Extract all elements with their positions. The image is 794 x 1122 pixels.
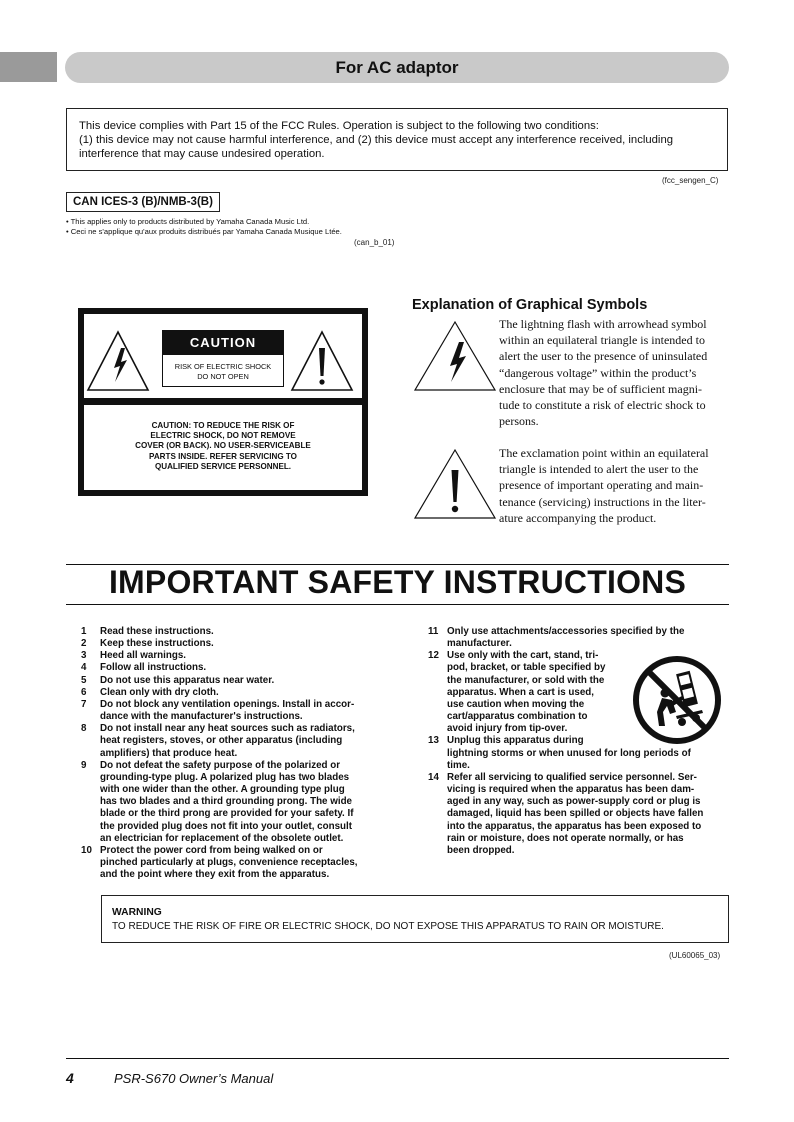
- item-number: 5: [81, 674, 87, 686]
- safety-item: [81, 760, 391, 845]
- item-number: 12: [428, 650, 439, 662]
- item-line: Follow all instructions.: [100, 662, 207, 674]
- item-line: amplifiers) that produce heat.: [100, 747, 238, 759]
- item-number: 3: [81, 650, 87, 662]
- warning-box: [101, 895, 729, 943]
- footer-rule: [66, 1058, 729, 1059]
- item-number: 7: [81, 698, 87, 710]
- caution-label: CAUTION: [162, 330, 284, 354]
- safety-item: [81, 626, 391, 638]
- caution-text-line: ELECTRIC SHOCK, DO NOT REMOVE: [150, 431, 296, 441]
- item-line: aged in any way, such as power-supply cord or plug is: [447, 796, 701, 808]
- item-line: grounding-type plug. A polarized plug has two blades: [100, 771, 350, 783]
- section-tab-marker: [0, 52, 57, 82]
- safety-list-left: [81, 626, 391, 881]
- caution-text-line: QUALIFIED SERVICE PERSONNEL.: [154, 461, 292, 471]
- can-notes: [66, 217, 342, 237]
- item-line: Use only with the cart, stand, tri-: [447, 650, 599, 662]
- safety-item: [81, 638, 391, 650]
- fcc-line: This device complies with Part 15 of the FCC Rules. Operation is subject to the following two conditions:: [79, 120, 599, 132]
- item-line: damaged, liquid has been spilled or objects have fallen: [447, 808, 704, 820]
- caution-sub-box: [162, 354, 284, 387]
- item-line: Keep these instructions.: [100, 638, 214, 650]
- item-number: 14: [428, 771, 439, 783]
- item-line: Only use attachments/accessories specified by the: [447, 626, 685, 637]
- explanation-line: tenance (servicing) instructions in the liter-: [499, 494, 706, 509]
- caution-text-line: CAUTION: TO REDUCE THE RISK OF: [151, 421, 295, 430]
- item-line: Refer all servicing to qualified service personnel. Ser-: [447, 771, 697, 783]
- item-number: 1: [81, 626, 87, 637]
- exclamation-triangle-icon: [292, 332, 352, 390]
- item-number: 2: [81, 638, 87, 650]
- item-line: pod, bracket, or table specified by: [447, 662, 606, 674]
- explanation-line: triangle is intended to alert the user to the: [499, 462, 699, 477]
- explanation-line: ature accompanying the product.: [499, 510, 657, 525]
- fcc-line: interference that may cause undesired operation.: [79, 148, 325, 160]
- explanation-line: enclosure that may be of sufficient magni-: [499, 381, 703, 396]
- caution-sub-line: RISK OF ELECTRIC SHOCK: [174, 362, 272, 371]
- item-line: dance with the manufacturer's instructions.: [100, 711, 303, 723]
- item-line: time.: [447, 759, 470, 771]
- item-line: heat registers, stoves, or other apparatus (including: [100, 735, 343, 747]
- item-line: manufacturer.: [447, 638, 512, 650]
- fcc-line: (1) this device may not cause harmful interference, and (2) this device must accept any interference received, including: [79, 134, 674, 146]
- safety-item: [428, 772, 728, 857]
- warning-text: TO REDUCE THE RISK OF FIRE OR ELECTRIC SHOCK, DO NOT EXPOSE THIS APPARATUS TO RAIN OR MOISTURE.: [112, 921, 664, 932]
- can-note: • Ceci ne s'applique qu'aux produits distribués par Yamaha Canada Musique Ltée.: [66, 227, 342, 236]
- divider-bottom: [66, 604, 729, 605]
- safety-item: [81, 650, 391, 662]
- item-line: has two blades and a third grounding prong. The wide: [100, 796, 353, 808]
- item-line: with one wider than the other. A grounding type plug: [100, 784, 345, 796]
- safety-item: [81, 723, 391, 759]
- can-ices-text: CAN ICES-3 (B)/NMB-3(B): [73, 196, 213, 208]
- item-line: apparatus. When a cart is used,: [447, 686, 594, 698]
- safety-item: [428, 626, 728, 650]
- item-line: the manufacturer, or sold with the: [447, 674, 605, 686]
- safety-title: IMPORTANT SAFETY INSTRUCTIONS: [108, 564, 687, 600]
- explanation-line: “dangerous voltage” within the product’s: [499, 365, 697, 380]
- safety-item: [81, 845, 391, 881]
- cart-tipover-warning-icon: [632, 656, 722, 744]
- explanation-line: tude to constitute a risk of electric shock to: [499, 398, 706, 413]
- can-note: • This applies only to products distributed by Yamaha Canada Music Ltd.: [66, 217, 310, 226]
- item-number: 13: [428, 735, 439, 747]
- caution-text-line: COVER (OR BACK). NO USER-SERVICEABLE: [135, 441, 311, 451]
- lightning-symbol-icon: [412, 318, 498, 394]
- item-line: and the point where they exit from the apparatus.: [100, 869, 330, 881]
- explanation-line: presence of important operating and main-: [499, 478, 704, 493]
- item-line: an electrician for replacement of the obsolete outlet.: [100, 832, 344, 844]
- warning-ref-code: (UL60065_03): [669, 951, 721, 960]
- explanation-line: The exclamation point within an equilateral: [499, 446, 709, 460]
- explanation-line: within an equilateral triangle is intended to: [499, 333, 705, 348]
- warning-title: WARNING: [112, 907, 162, 918]
- safety-item: [81, 687, 391, 699]
- item-line: Do not block any ventilation openings. Install in accor-: [100, 698, 355, 710]
- safety-item: [81, 675, 391, 687]
- item-line: Protect the power cord from being walked on or: [100, 844, 323, 856]
- item-line: vicing is required when the apparatus has been dam-: [447, 784, 695, 796]
- item-line: Do not defeat the safety purpose of the polarized or: [100, 759, 341, 771]
- lightning-triangle-icon: [88, 332, 148, 390]
- item-line: Clean only with dry cloth.: [100, 686, 219, 698]
- exclamation-explanation: [499, 445, 727, 526]
- item-line: into the apparatus, the apparatus has been exposed to: [447, 820, 702, 832]
- explanation-line: The lightning flash with arrowhead symbol: [499, 317, 707, 331]
- item-line: Unplug this apparatus during: [447, 735, 584, 747]
- item-line: lightning storms or when unused for long periods of: [447, 747, 691, 759]
- item-line: cart/apparatus combination to: [447, 711, 588, 723]
- item-number: 9: [81, 759, 87, 771]
- item-line: blade or the third prong are provided for your safety. If: [100, 808, 354, 820]
- can-ices-label: [66, 192, 220, 212]
- safety-item: [81, 699, 391, 723]
- section-title: For AC adaptor: [335, 57, 459, 77]
- section-header: [65, 52, 729, 83]
- page-number: 4: [66, 1070, 74, 1086]
- item-line: Read these instructions.: [100, 626, 214, 637]
- item-line: use caution when moving the: [447, 698, 585, 710]
- fcc-ref-code: (fcc_sengen_C): [662, 176, 719, 185]
- caution-text-line: PARTS INSIDE. REFER SERVICING TO: [149, 451, 297, 461]
- item-line: Heed all warnings.: [100, 650, 187, 662]
- item-number: 10: [81, 844, 92, 856]
- symbols-heading: Explanation of Graphical Symbols: [412, 297, 648, 313]
- safety-item: [81, 662, 391, 674]
- manual-title: PSR-S670 Owner’s Manual: [114, 1071, 274, 1086]
- item-line: been dropped.: [447, 844, 515, 856]
- fcc-notice-box: [66, 108, 728, 171]
- explanation-line: alert the user to the presence of uninsulated: [499, 349, 708, 364]
- item-line: rain or moisture, does not operate normally, or has: [447, 832, 684, 844]
- item-line: avoid injury from tip-over.: [447, 723, 568, 735]
- item-number: 4: [81, 662, 87, 674]
- can-ref-code: (can_b_01): [354, 238, 395, 247]
- lightning-explanation: [499, 316, 727, 429]
- item-line: the provided plug does not fit into your outlet, consult: [100, 820, 352, 832]
- caution-sub-line: DO NOT OPEN: [197, 372, 249, 381]
- item-number: 11: [428, 626, 439, 637]
- item-line: Do not use this apparatus near water.: [100, 674, 275, 686]
- item-line: pinched particularly at plugs, convenience receptacles,: [100, 856, 358, 868]
- exclamation-symbol-icon: [412, 446, 498, 522]
- item-number: 8: [81, 723, 87, 735]
- explanation-line: persons.: [499, 414, 539, 429]
- caution-text: [84, 421, 362, 472]
- item-number: 6: [81, 686, 87, 698]
- item-line: Do not install near any heat sources such as radiators,: [100, 723, 355, 735]
